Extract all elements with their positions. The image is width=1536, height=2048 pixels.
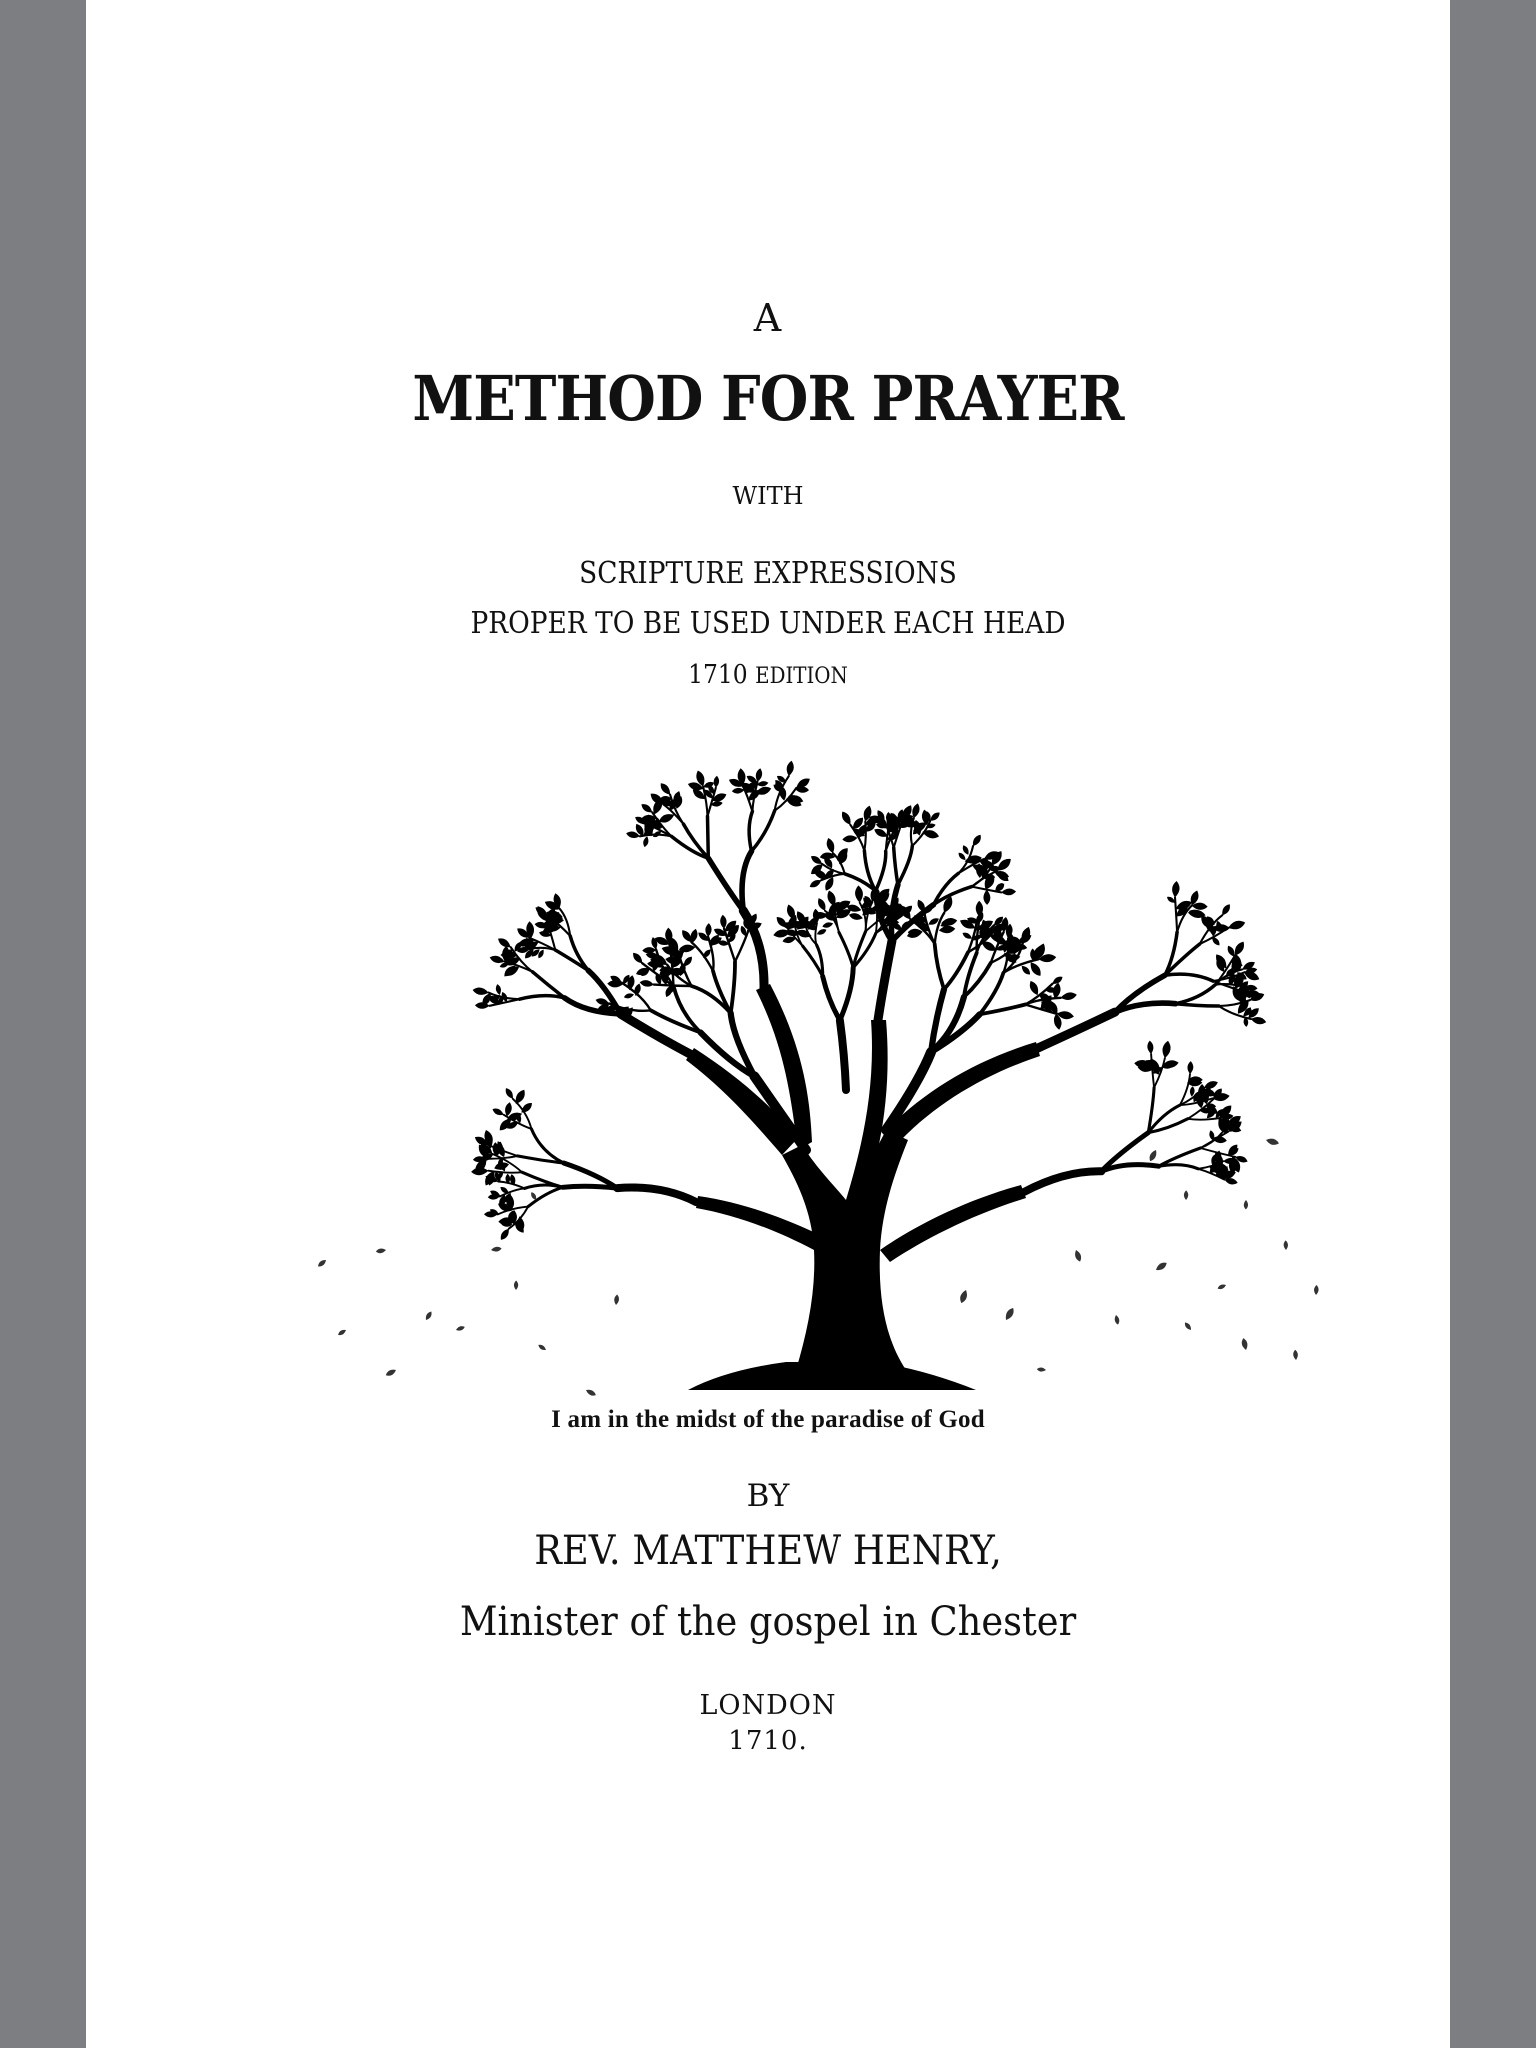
- title-article: A: [753, 296, 783, 340]
- edition-word: EDITION: [755, 664, 848, 689]
- by-line: BY: [746, 1478, 790, 1514]
- illustration-caption: I am in the midst of the paradise of God: [551, 1406, 985, 1433]
- subtitle-line-2: PROPER TO BE USED UNDER EACH HEAD: [470, 606, 1066, 641]
- author-role: Minister of the gospel in Chester: [459, 1599, 1077, 1645]
- title-page: [86, 0, 1450, 2048]
- edition-year: 1710: [688, 660, 748, 690]
- publication-place: LONDON: [699, 1690, 837, 1721]
- tree-illustration-icon: [286, 730, 1346, 1400]
- author-name: REV. MATTHEW HENRY,: [534, 1528, 1002, 1574]
- title-with: WITH: [732, 482, 804, 510]
- subtitle-line-1: SCRIPTURE EXPRESSIONS: [579, 556, 957, 591]
- publication-year: 1710.: [728, 1726, 808, 1756]
- page-title: METHOD FOR PRAYER: [412, 362, 1124, 435]
- edition-line: [154, 660, 1382, 690]
